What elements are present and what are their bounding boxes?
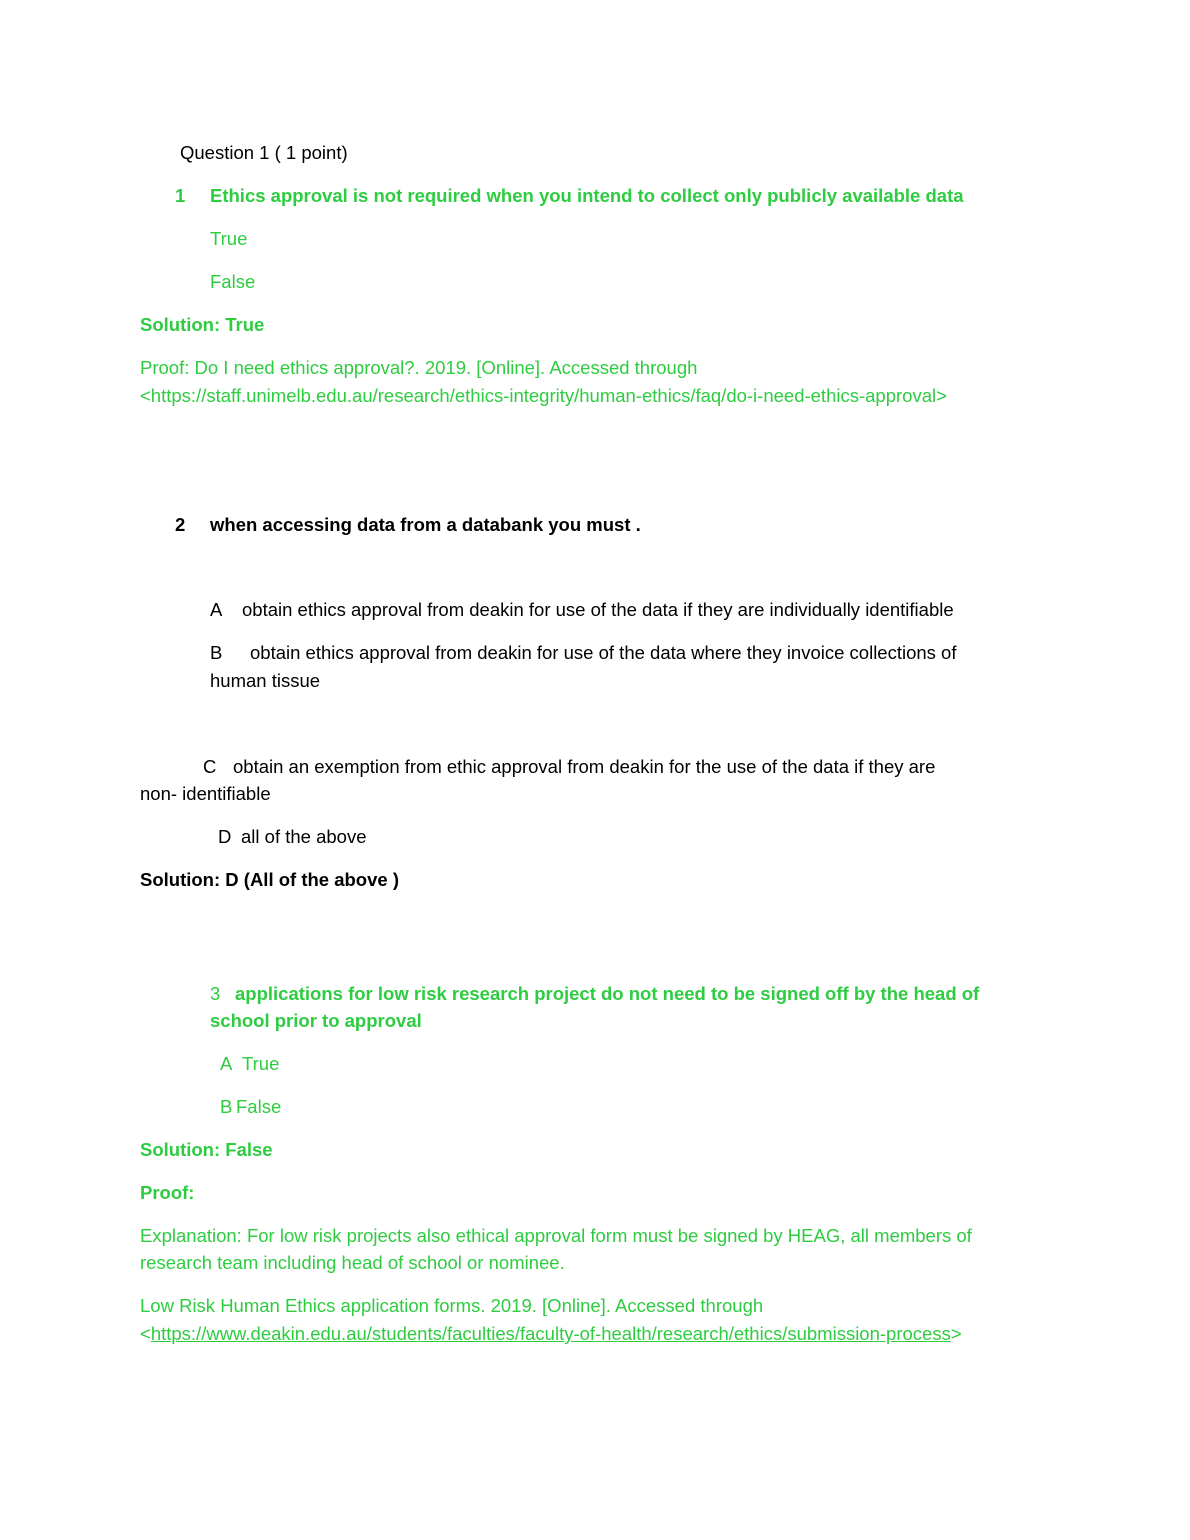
q3-option-b-text: False [236, 1096, 282, 1117]
option-b-text: obtain ethics approval from deakin for use of the data where they invoice collections of [250, 642, 957, 663]
reference-url-link[interactable]: https://www.deakin.edu.au/students/faculties/faculty-of-health/research/ethics/submission-process [150, 1323, 951, 1344]
option-d-letter: D [218, 826, 232, 847]
question-1 [175, 182, 964, 210]
question-1-option-false: False [210, 271, 256, 292]
option-a-letter: A [210, 599, 223, 620]
question-1-option-true: True [210, 228, 248, 249]
question-1-proof-line-1: Proof: Do I need ethics approval?. 2019. [Online]. Accessed through [140, 357, 698, 378]
question-2-number: 2 [175, 514, 186, 535]
question-2 [175, 511, 641, 539]
question-3-text-line-1: applications for low risk research project do not need to be signed off by the head of [235, 983, 980, 1004]
question-3 [210, 980, 979, 1008]
question-3-explanation-line-2: research team including head of school or nominee. [140, 1252, 565, 1273]
question-2-option-b [210, 639, 957, 667]
question-3-reference-line-1: Low Risk Human Ethics application forms. 2019. [Online]. Accessed through [140, 1295, 764, 1316]
q3-option-a-text: True [242, 1053, 280, 1074]
question-2-option-a [210, 596, 954, 624]
question-3-explanation-line-1: Explanation: For low risk projects also ethical approval form must be signed by HEAG, all members of [140, 1225, 972, 1246]
question-1-solution: Solution: True [140, 314, 265, 335]
question-2-option-d [218, 823, 366, 851]
question-3-option-a [220, 1050, 279, 1078]
question-3-solution: Solution: False [140, 1139, 273, 1160]
question-3-text-line-2: school prior to approval [210, 1010, 422, 1031]
option-c-text-cont: non- identifiable [140, 783, 271, 804]
question-2-text: when accessing data from a databank you must . [210, 514, 641, 535]
question-2-option-c [203, 753, 935, 781]
option-c-text: obtain an exemption from ethic approval from deakin for the use of the data if they are [233, 756, 936, 777]
question-1-text: Ethics approval is not required when you intend to collect only publicly available data [210, 185, 964, 206]
option-a-text: obtain ethics approval from deakin for use of the data if they are individually identifiable [242, 599, 954, 620]
question-3-option-b [220, 1093, 281, 1121]
question-1-number: 1 [175, 185, 186, 206]
q3-option-a-letter: A [220, 1053, 233, 1074]
question-1-header: Question 1 ( 1 point) [180, 142, 348, 163]
question-3-proof-label: Proof: [140, 1182, 195, 1203]
question-3-reference-line-2 [140, 1320, 962, 1348]
q3-option-b-letter: B [220, 1096, 233, 1117]
reference-suffix: > [950, 1323, 962, 1344]
question-2-solution: Solution: D (All of the above ) [140, 869, 399, 890]
question-1-proof-line-2: <https://staff.unimelb.edu.au/research/ethics-integrity/human-ethics/faq/do-i-need-ethics-approval> [140, 385, 947, 406]
option-b-letter: B [210, 642, 223, 663]
option-d-text: all of the above [241, 826, 367, 847]
option-b-text-cont: human tissue [210, 670, 321, 691]
option-c-letter: C [203, 756, 217, 777]
question-3-number: 3 [210, 983, 221, 1004]
reference-prefix: < [140, 1323, 151, 1344]
